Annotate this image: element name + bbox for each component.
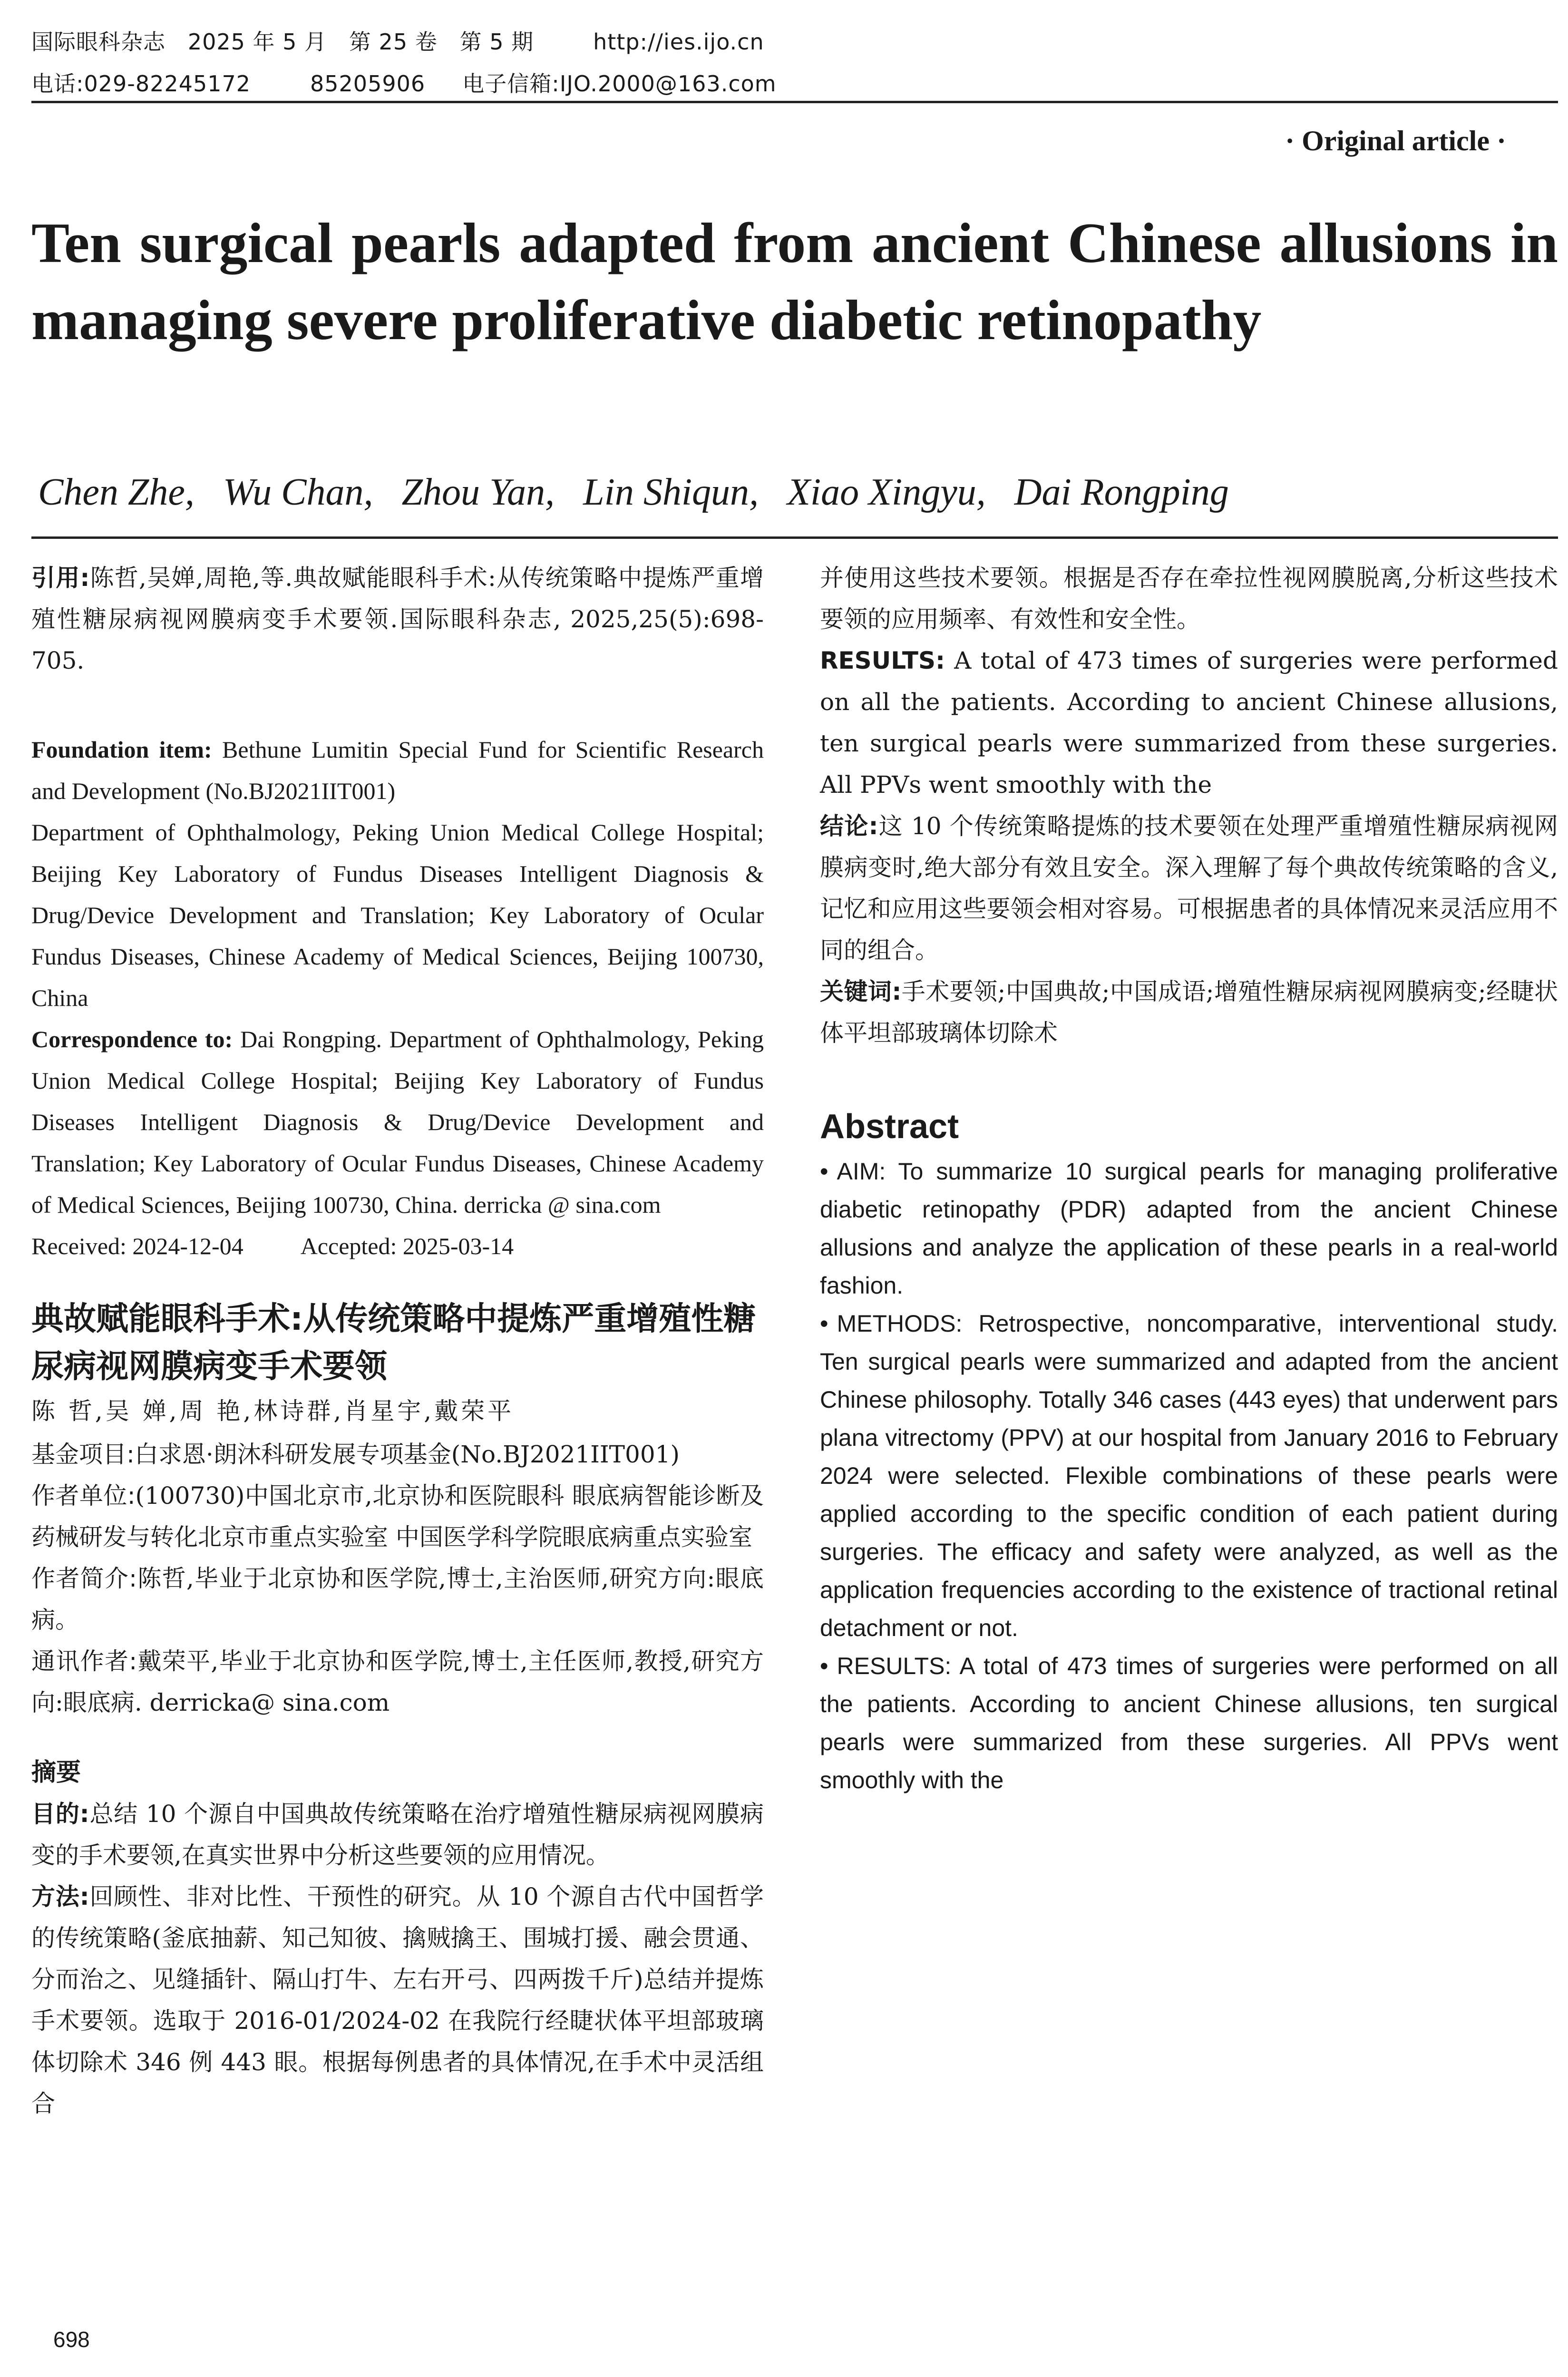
foundation-label: Foundation item: <box>31 736 212 763</box>
department-affiliation: Department of Ophthalmology, Peking Union Medical College Hospital; Beijing Key Laboratory of Fundus Diseases Intelligent Diagnosis & Drug/Device Development and Translation; Key Laboratory of Ocular Fundus Diseases, Chinese Academy of Medical Sciences, Beijing 100730, China <box>31 819 764 1011</box>
results-text-cn: A total of 473 times of surgeries were performed on all the patients. According to ancient Chinese allusions, ten surgical pearls were summarized from these surgeries. All PPVs went smoothly with the <box>820 647 1558 799</box>
corresponding-author <box>31 1641 764 1724</box>
foundation-item <box>31 729 764 812</box>
keywords-label-cn: 关键词: <box>820 978 902 1005</box>
right-column <box>820 557 1558 1799</box>
aim-label-cn: 目的: <box>31 1800 89 1828</box>
citation-label: 引用: <box>31 564 90 592</box>
article-title: Ten surgical pearls adapted from ancient Chinese allusions in managing severe proliferative diabetic retinopathy <box>31 211 1558 351</box>
author-name: Lin Shiqun <box>583 471 750 513</box>
methods-text-cn: 回顾性、非对比性、干预性的研究。从 10 个源自古代中国哲学的传统策略(釜底抽薪、知己知彼、擒贼擒王、围城打援、融会贯通、分而治之、见缝插针、隔山打牛、左右开弓、四两拨千斤)总结并提炼手术要领。选取于 2016-01/2024-02 在我院行经睫状体平坦部玻璃体切除术 346 例 443 眼。根据每例患者的具体情况,在手术中灵活组合 <box>31 1883 764 2117</box>
article-type-label: · Original article · <box>1285 125 1506 156</box>
aim-label-en: AIM: <box>837 1158 886 1185</box>
abstract-results-cn <box>820 640 1558 806</box>
unit-label: 作者单位: <box>31 1482 136 1510</box>
methods-label-cn: 方法: <box>31 1883 89 1910</box>
journal-header-line-1: 国际眼科杂志 2025 年 5 月 第 25 卷 第 5 期 http://ies.ijo.cn <box>31 29 764 55</box>
corr-text: 戴荣平,毕业于北京协和医学院,博士,主任医师,教授,研究方向:眼底病. derricka@ sina.com <box>31 1647 764 1716</box>
corr-label: 通讯作者: <box>31 1647 137 1675</box>
author-unit <box>31 1475 764 1558</box>
abstract-methods-cn <box>31 1876 764 2124</box>
accepted-date: Accepted: 2025-03-14 <box>300 1233 514 1259</box>
received-accepted-dates <box>31 1226 764 1267</box>
bio-text: 陈哲,毕业于北京协和医学院,博士,主治医师,研究方向:眼底病。 <box>31 1565 764 1634</box>
fund-text: 白求恩·朗沐科研发展专项基金(No.BJ2021IIT001) <box>134 1441 680 1468</box>
abstract-conclusion-cn <box>820 806 1558 971</box>
aim-text-en: To summarize 10 surgical pearls for managing proliferative diabetic retinopathy (PDR) adapted from the ancient Chinese allusions and analyze the application of these pearls in a real-world fashion. <box>820 1158 1558 1299</box>
citation-text: 陈哲,吴婵,周艳,等.典故赋能眼科手术:从传统策略中提炼严重增殖性糖尿病视网膜病变手术要领.国际眼科杂志, 2025,25(5):698-705. <box>31 564 764 674</box>
author-name: Xiao Xingyu <box>787 471 976 513</box>
journal-header-line-2: 电话:029-82245172 85205906 电子信箱:IJO.2000@163.com <box>31 71 777 97</box>
unit-text: (100730)中国北京市,北京协和医院眼科 眼底病智能诊断及药械研发与转化北京市重点实验室 中国医学科学院眼底病重点实验室 <box>31 1482 764 1551</box>
authors-divider <box>31 536 1558 539</box>
foundation-text: Bethune Lumitin Special Fund for Scientific Research and Development (No.BJ2021IIT001) <box>31 736 764 804</box>
author-name: Zhou Yan <box>401 471 545 513</box>
correspondence-text: Dai Rongping. Department of Ophthalmology, Peking Union Medical College Hospital; Beijing Key Laboratory of Fundus Diseases Intelligent Diagnosis & Drug/Device Development and Translation; Key Laboratory of Ocular Fundus Diseases, Chinese Academy of Medical Sciences, Beijing 100730, China. derricka @ sina.com <box>31 1026 764 1218</box>
bullet-icon: • <box>820 1310 828 1337</box>
fund-item <box>31 1434 764 1475</box>
conclusion-text-cn: 这 10 个传统策略提炼的技术要领在处理严重增殖性糖尿病视网膜病变时,绝大部分有效且安全。深入理解了每个典故传统策略的含义,记忆和应用这些要领会相对容易。可根据患者的具体情况来灵活应用不同的组合。 <box>820 812 1558 964</box>
conclusion-label-cn: 结论: <box>820 812 878 840</box>
bullet-icon: • <box>820 1653 828 1679</box>
author-bio <box>31 1558 764 1641</box>
left-column <box>31 557 764 2124</box>
abstract-methods-en <box>820 1305 1558 1647</box>
citation <box>31 557 764 682</box>
author-name: Wu Chan <box>223 471 364 513</box>
abstract-methods-cn-continued: 并使用这些技术要领。根据是否存在牵拉性视网膜脱离,分析这些技术要领的应用频率、有效性和安全性。 <box>820 564 1558 633</box>
results-text-en: A total of 473 times of surgeries were performed on all the patients. According to ancient Chinese allusions, ten surgical pearls were summarized from these surgeries. All PPVs went smoothly with the <box>820 1653 1558 1793</box>
author-list: Chen Zhe, Wu Chan, Zhou Yan, Lin Shiqun, Xiao Xingyu, Dai Rongping <box>38 471 1229 513</box>
keywords-cn <box>820 971 1558 1054</box>
methods-label-en: METHODS: <box>837 1310 963 1337</box>
keywords-text-cn: 手术要领;中国典故;中国成语;增殖性糖尿病视网膜病变;经睫状体平坦部玻璃体切除术 <box>820 978 1558 1047</box>
bio-label: 作者简介: <box>31 1565 137 1592</box>
chinese-title: 典故赋能眼科手术:从传统策略中提炼严重增殖性糖尿病视网膜病变手术要领 <box>31 1300 756 1385</box>
correspondence <box>31 1019 764 1226</box>
methods-text-en: Retrospective, noncomparative, interventional study. Ten surgical pearls were summarized and adapted from the ancient Chinese philosophy. Totally 346 cases (443 eyes) that underwent pars plana vitrectomy (PPV) at our hospital from January 2016 to February 2024 were selected. Flexible combinations of these pearls were applied according to the specific condition of each patient during surgeries. The efficacy and safety were analyzed, as well as the application frequencies according to the existence of tractional retinal detachment or not. <box>820 1310 1558 1641</box>
page-number: 698 <box>53 2327 90 2352</box>
header-divider <box>31 101 1558 103</box>
fund-label: 基金项目: <box>31 1441 135 1468</box>
chinese-authors: 陈 哲,吴 婵,周 艳,林诗群,肖星宇,戴荣平 <box>31 1397 515 1425</box>
bullet-icon: • <box>820 1158 828 1185</box>
author-name: Chen Zhe <box>38 471 185 513</box>
abstract-aim-cn <box>31 1793 764 1876</box>
author-name: Dai Rongping <box>1014 471 1229 513</box>
abstract-aim-en <box>820 1152 1558 1305</box>
abstract-results-en <box>820 1647 1558 1799</box>
results-label-en: RESULTS: <box>837 1653 952 1679</box>
received-date: Received: 2024-12-04 <box>31 1233 243 1259</box>
aim-text-cn: 总结 10 个源自中国典故传统策略在治疗增殖性糖尿病视网膜病变的手术要领,在真实世界中分析这些要领的应用情况。 <box>31 1800 764 1869</box>
abstract-heading-en: Abstract <box>820 1108 959 1146</box>
correspondence-label: Correspondence to: <box>31 1026 233 1052</box>
results-label-cn: RESULTS: <box>820 647 945 674</box>
abstract-heading-cn: 摘要 <box>31 1758 81 1787</box>
